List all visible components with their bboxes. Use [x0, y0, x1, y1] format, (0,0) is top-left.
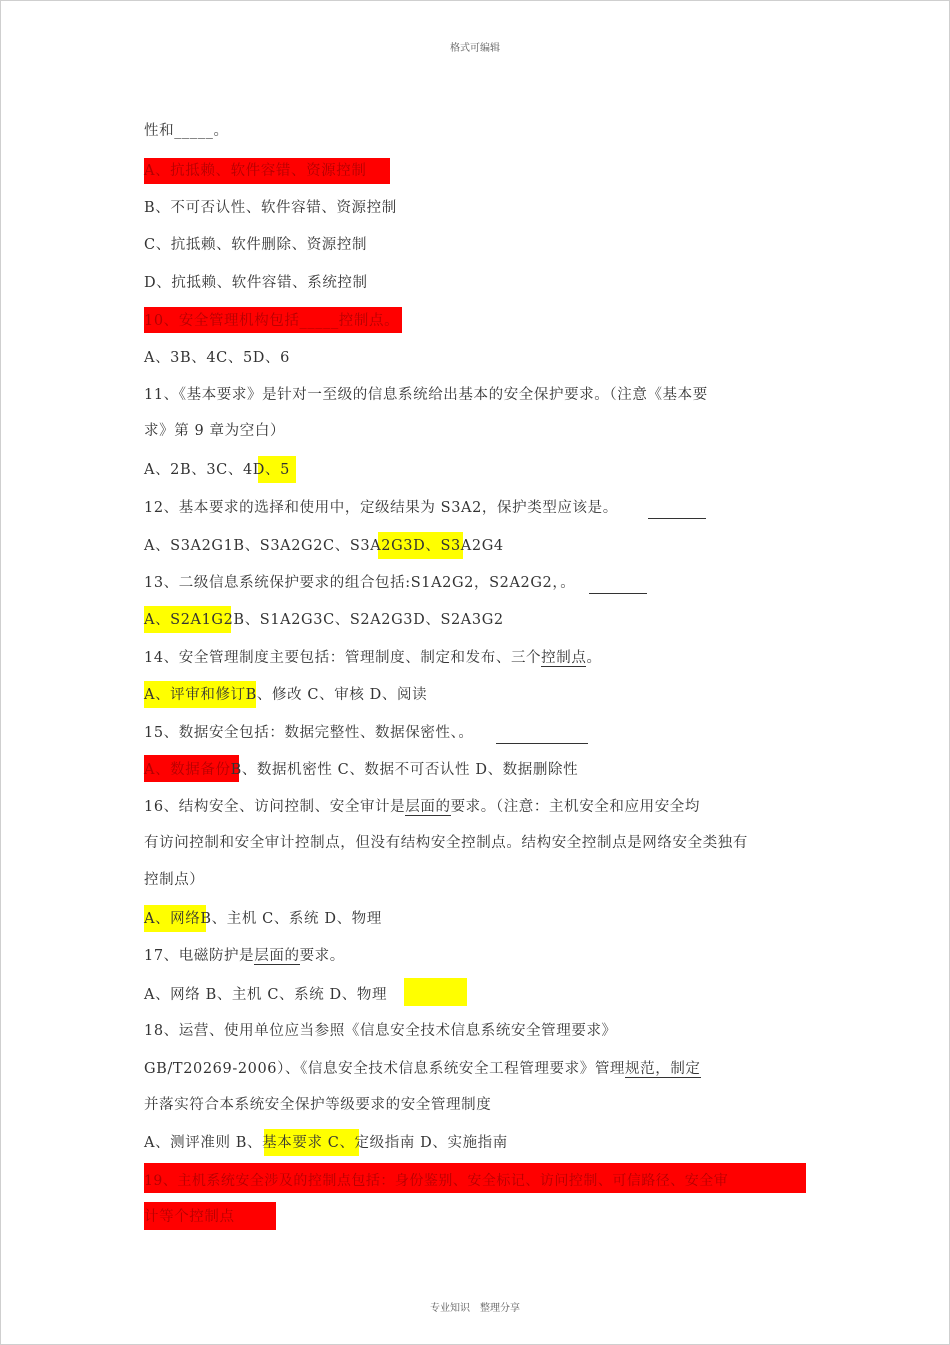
answer-text: 基本要求 C、	[262, 1135, 355, 1151]
option-text: A、测评准则 B、	[144, 1135, 263, 1151]
answer-text: A、网络	[144, 911, 201, 927]
question-line: 求》第 9 章为空白）	[144, 423, 286, 439]
option-line: A、3B、4C、5D、6	[144, 350, 290, 366]
option-text: B、数据机密性 C、数据不可否认性 D、数据删除性	[230, 762, 579, 778]
option-line	[144, 1131, 508, 1155]
question-line: 13、二级信息系统保护要求的组合包括:S1A2G2，S2A2G2，。	[144, 575, 576, 591]
underlined-text: 层面的	[254, 948, 300, 964]
option-text: 定级指南 D、实施指南	[354, 1135, 508, 1151]
page-footer: 专业知识 整理分享	[430, 1303, 520, 1314]
question-line: 14、安全管理制度主要包括：管理制度、制定和发布、三个控制点。	[144, 650, 602, 666]
option-text: B、修改 C、审核 D、阅读	[245, 687, 428, 703]
option-line: B、不可否认性、软件容错、资源控制	[144, 200, 397, 216]
option-line: D、抗抵赖、软件容错、系统控制	[144, 275, 368, 291]
option-line	[144, 458, 290, 482]
answer-text: A、评审和修订	[144, 687, 246, 703]
underlined-text: 层面的	[405, 799, 451, 815]
question-line: 有访问控制和安全审计控制点，但没有结构安全控制点。结构安全控制点是网络安全类独有	[144, 835, 748, 851]
question-line: 12、基本要求的选择和使用中，定级结果为 S3A2，保护类型应该是。	[144, 500, 618, 516]
answer-text: 、S3A2G4	[425, 538, 504, 554]
answer-text: A、数据备份	[144, 762, 231, 778]
text-line: 性和_____。	[144, 123, 229, 139]
answer-blank	[589, 593, 647, 594]
question-line: 18、运营、使用单位应当参照《信息安全技术信息系统安全管理要求》	[144, 1023, 617, 1039]
question-line: GB/T20269-2006）、《信息安全技术信息系统安全工程管理要求》管理规范，制定	[144, 1061, 701, 1077]
option-line	[144, 534, 504, 558]
page-header: 格式可编辑	[450, 43, 500, 54]
underlined-text: 控制点	[541, 650, 587, 666]
option-text: B、主机 C、系统 D、物理	[200, 911, 382, 927]
question-line: 并落实符合本系统安全保护等级要求的安全管理制度	[144, 1097, 492, 1113]
answer-blank	[496, 743, 588, 744]
option-text: 、S1A2G3C、S2A2G3D、S2A3G2	[244, 612, 504, 628]
option-text: A、S3A2G1B、S3A2G2C、S3A2G3D	[144, 538, 426, 554]
underlined-text: 规范，制定	[625, 1061, 701, 1077]
yellow-highlight	[404, 978, 467, 1006]
question-line: 10、安全管理机构包括_____控制点。	[144, 313, 400, 329]
question-line: 11、《基本要求》是针对一至级的信息系统给出基本的安全保护要求。（注意《基本要	[144, 387, 708, 403]
answer-line: A、抗抵赖、软件容错、资源控制	[144, 163, 367, 179]
question-line: 16、结构安全、访问控制、安全审计是层面的要求。（注意：主机安全和应用安全均	[144, 799, 701, 815]
question-line: 19、主机系统安全涉及的控制点包括：身份鉴别、安全标记、访问控制、可信路径、安全审	[144, 1173, 729, 1189]
question-line: 15、数据安全包括：数据完整性、数据保密性、。	[144, 725, 474, 741]
question-line: 17、电磁防护是层面的要求。	[144, 948, 345, 964]
option-line: C、抗抵赖、软件删除、资源控制	[144, 237, 368, 253]
option-line	[144, 907, 382, 931]
option-line	[144, 758, 578, 782]
option-line	[144, 608, 504, 632]
option-line	[144, 683, 427, 707]
answer-text: 、5	[265, 462, 290, 478]
question-line: 控制点）	[144, 872, 205, 888]
answer-text: A、S2A1G2B	[144, 612, 245, 628]
answer-blank	[648, 518, 706, 519]
option-text: A、2B、3C、4D	[144, 462, 266, 478]
option-line: A、网络 B、主机 C、系统 D、物理	[144, 987, 388, 1003]
question-line: 计等个控制点	[144, 1209, 235, 1225]
